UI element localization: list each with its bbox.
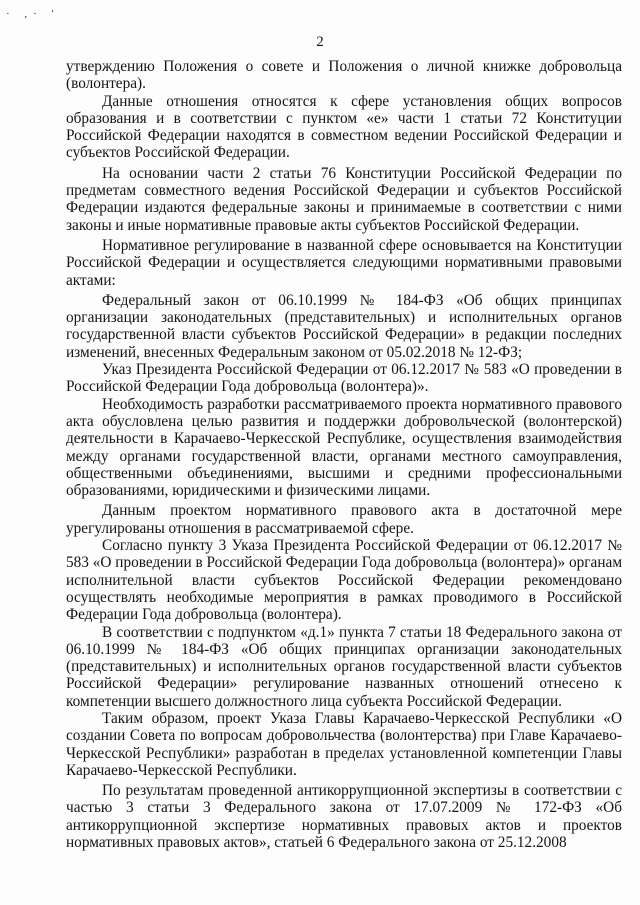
- paragraph: Указ Президента Российской Федерации от 06.12.2017 № 583 «О проведении в Российской Федерации Года добровольца (волонтера)».: [66, 361, 622, 396]
- page-number: 2: [316, 34, 324, 50]
- paragraph: Таким образом, проект Указа Главы Карачаево-Черкесской Республики «О создании Совета по вопросам добровольчества (волонтерства) при Главе Карачаево-Черкесской Республики» разработан в пределах установленной компетенции Главы Карачаево-Черкесской Республики.: [66, 709, 622, 779]
- scan-marks: · ,· ': [6, 8, 60, 20]
- paragraph: Согласно пункту 3 Указа Президента Российской Федерации от 06.12.2017 № 583 «О проведении в Российской Федерации Года добровольца (волонтера)» органам исполнительной власти субъектов Российской Федерации рекомендовано осуществлять необходимые мероприятия в рамках проводимого в Российской Федерации Года добровольца (волонтера).: [66, 537, 622, 624]
- paragraph: Данные отношения относятся к сфере установления общих вопросов образования и в соответствии с пунктом «е» части 1 статьи 72 Конституции Российской Федерации находятся в совместном ведении Российской Федерации и субъектов Российской Федерации.: [66, 92, 622, 162]
- paragraph: Необходимость разработки рассматриваемого проекта нормативного правового акта обусловлена целью развития и поддержки добровольческой (волонтерской) деятельности в Карачаево-Черкесской Республике, осуществления взаимодействия между органами государственной власти, органами местного самоуправления, общественными объединениями, высшими и средними профессиональными образованиями, юридическими и физическими лицами.: [66, 395, 622, 500]
- paragraph: утверждению Положения о совете и Положения о личной книжке добровольца (волонтера).: [66, 58, 622, 93]
- document-body: [66, 58, 622, 851]
- paragraph: По результатам проведенной антикоррупционной экспертизы в соответствии с частью 3 статьи 3 Федерального закона от 17.07.2009 № 172-ФЗ «Об антикоррупционной экспертизе нормативных правовых актов и проектов нормативных правовых актов», статьей 6 Федерального закона от 25.12.2008: [66, 782, 622, 852]
- paragraph: В соответствии с подпунктом «д.1» пункта 7 статьи 18 Федерального закона от 06.10.1999 № 184-ФЗ «Об общих принципах организации законодательных (представительных) и исполнительных органов государственной власти субъектов Российской Федерации» регулирование названных отношений отнесено к компетенции высшего должностного лица субъекта Российской Федерации.: [66, 623, 622, 710]
- paragraph: На основании части 2 статьи 76 Конституции Российской Федерации по предметам совместного ведения Российской Федерации и субъектов Российской Федерации издаются федеральные законы и принимаемые в соответствии с ними законы и иные нормативные правовые акты субъектов Российской Федерации.: [66, 164, 622, 234]
- paragraph: Федеральный закон от 06.10.1999 № 184-ФЗ «Об общих принципах организации законодательных (представительных) и исполнительных органов государственной власти субъектов Российской Федерации» в редакции последних изменений, внесенных Федеральным законом от 05.02.2018 № 12-ФЗ;: [66, 291, 622, 361]
- paragraph: Данным проектом нормативного правового акта в достаточной мере урегулированы отношения в рассматриваемой сфере.: [66, 502, 622, 537]
- paragraph: Нормативное регулирование в названной сфере основывается на Конституции Российской Федерации и осуществляется следующими нормативными правовыми актами:: [66, 236, 622, 289]
